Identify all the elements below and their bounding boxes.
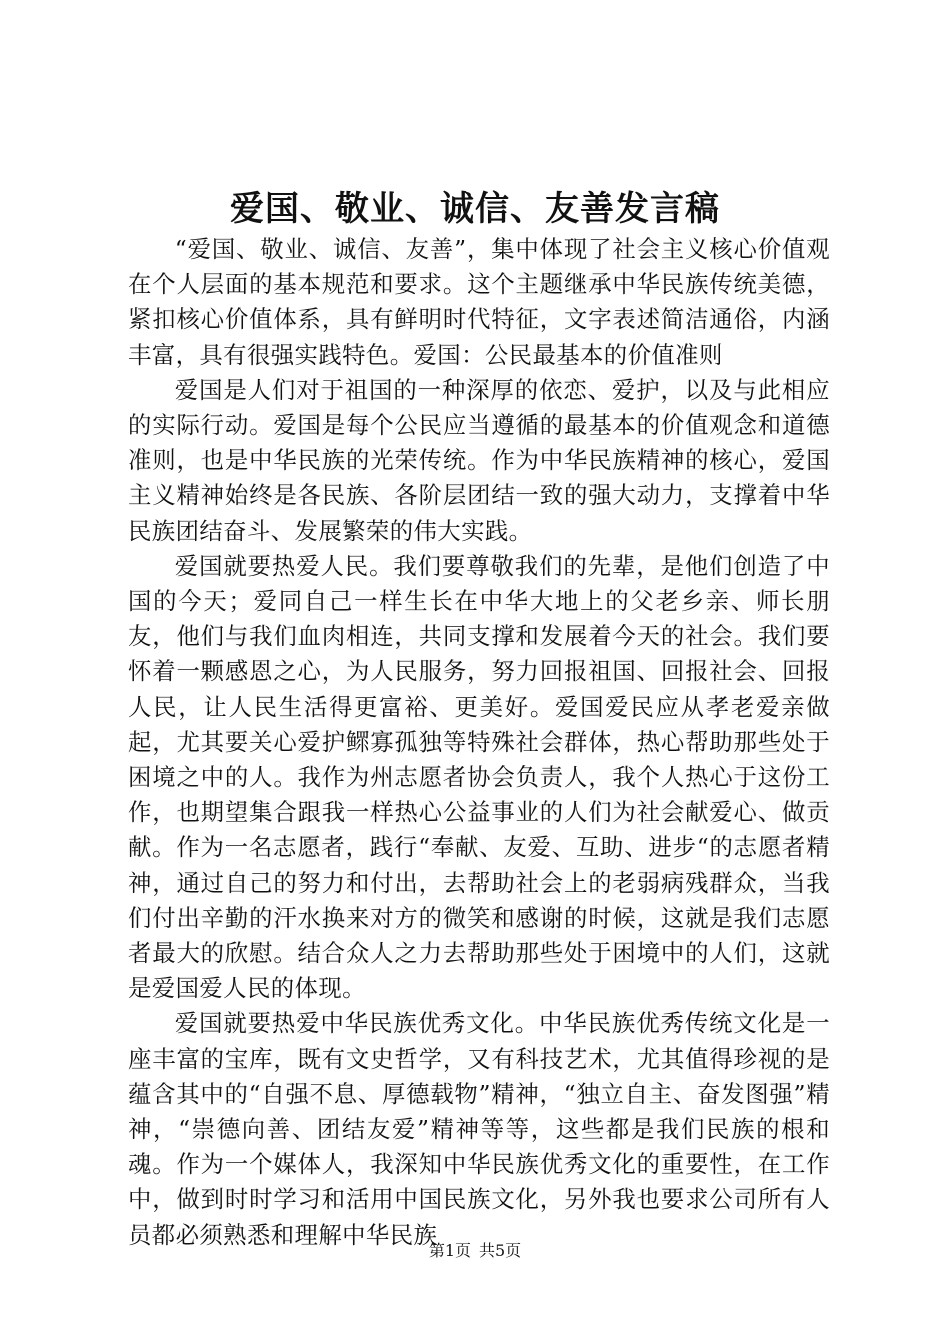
document-body bbox=[128, 232, 830, 1253]
paragraph-4: 爱国就要热爱中华民族优秀文化。中华民族优秀传统文化是一座丰富的宝库，既有文史哲学，又有科技艺术，尤其值得珍视的是蕴含其中的“自强不息、厚德载物”精神，“独立自主、奋发图强”精神，“崇德向善、团结友爱”精神等等，这些都是我们民族的根和魂。作为一个媒体人，我深知中华民族优秀文化的重要性，在工作中，做到时时学习和活用中国民族文化，另外我也要求公司所有人员都必须熟悉和理解中华民族 bbox=[128, 1009, 830, 1249]
paragraph-3: 爱国就要热爱人民。我们要尊敬我们的先辈，是他们创造了中国的今天；爱同自己一样生长在中华大地上的父老乡亲、师长朋友，他们与我们血肉相连，共同支撑和发展着今天的社会。我们要怀着一颗感恩之心，为人民服务，努力回报祖国、回报社会、回报人民，让人民生活得更富裕、更美好。爱国爱民应从孝老爱亲做起，尤其要关心爱护鳏寡孤独等特殊社会群体，热心帮助那些处于困境之中的人。我作为州志愿者协会负责人，我个人热心于这份工作，也期望集合跟我一样热心公益事业的人们为社会献爱心、做贡献。作为一名志愿者，践行“奉献、友爱、互助、进步“的志愿者精神，通过自己的努力和付出，去帮助社会上的老弱病残群众，当我们付出辛勤的汗水换来对方的微笑和感谢的时候，这就是我们志愿者最大的欣慰。结合众人之力去帮助那些处于困境中的人们，这就是爱国爱人民的体现。 bbox=[128, 551, 830, 1003]
page-number: 第1页 bbox=[428, 1241, 471, 1260]
paragraph-1: “爱国、敬业、诚信、友善”，集中体现了社会主义核心价值观在个人层面的基本规范和要求。这个主题继承中华民族传统美德，紧扣核心价值体系，具有鲜明时代特征，文字表述简洁通俗，内涵丰富，具有很强实践特色。爱国：公民最基本的价值准则 bbox=[128, 235, 830, 369]
document-title: 爱国、敬业、诚信、友善发言稿 bbox=[230, 189, 720, 229]
page-footer bbox=[0, 1241, 950, 1261]
page-total: 共5页 bbox=[479, 1241, 522, 1260]
paragraph-2: 爱国是人们对于祖国的一种深厚的依恋、爱护，以及与此相应的实际行动。爱国是每个公民应当遵循的最基本的价值观念和道德准则，也是中华民族的光荣传统。作为中华民族精神的核心，爱国主义精神始终是各民族、各阶层团结一致的强大动力，支撑着中华民族团结奋斗、发展繁荣的伟大实践。 bbox=[128, 375, 830, 545]
